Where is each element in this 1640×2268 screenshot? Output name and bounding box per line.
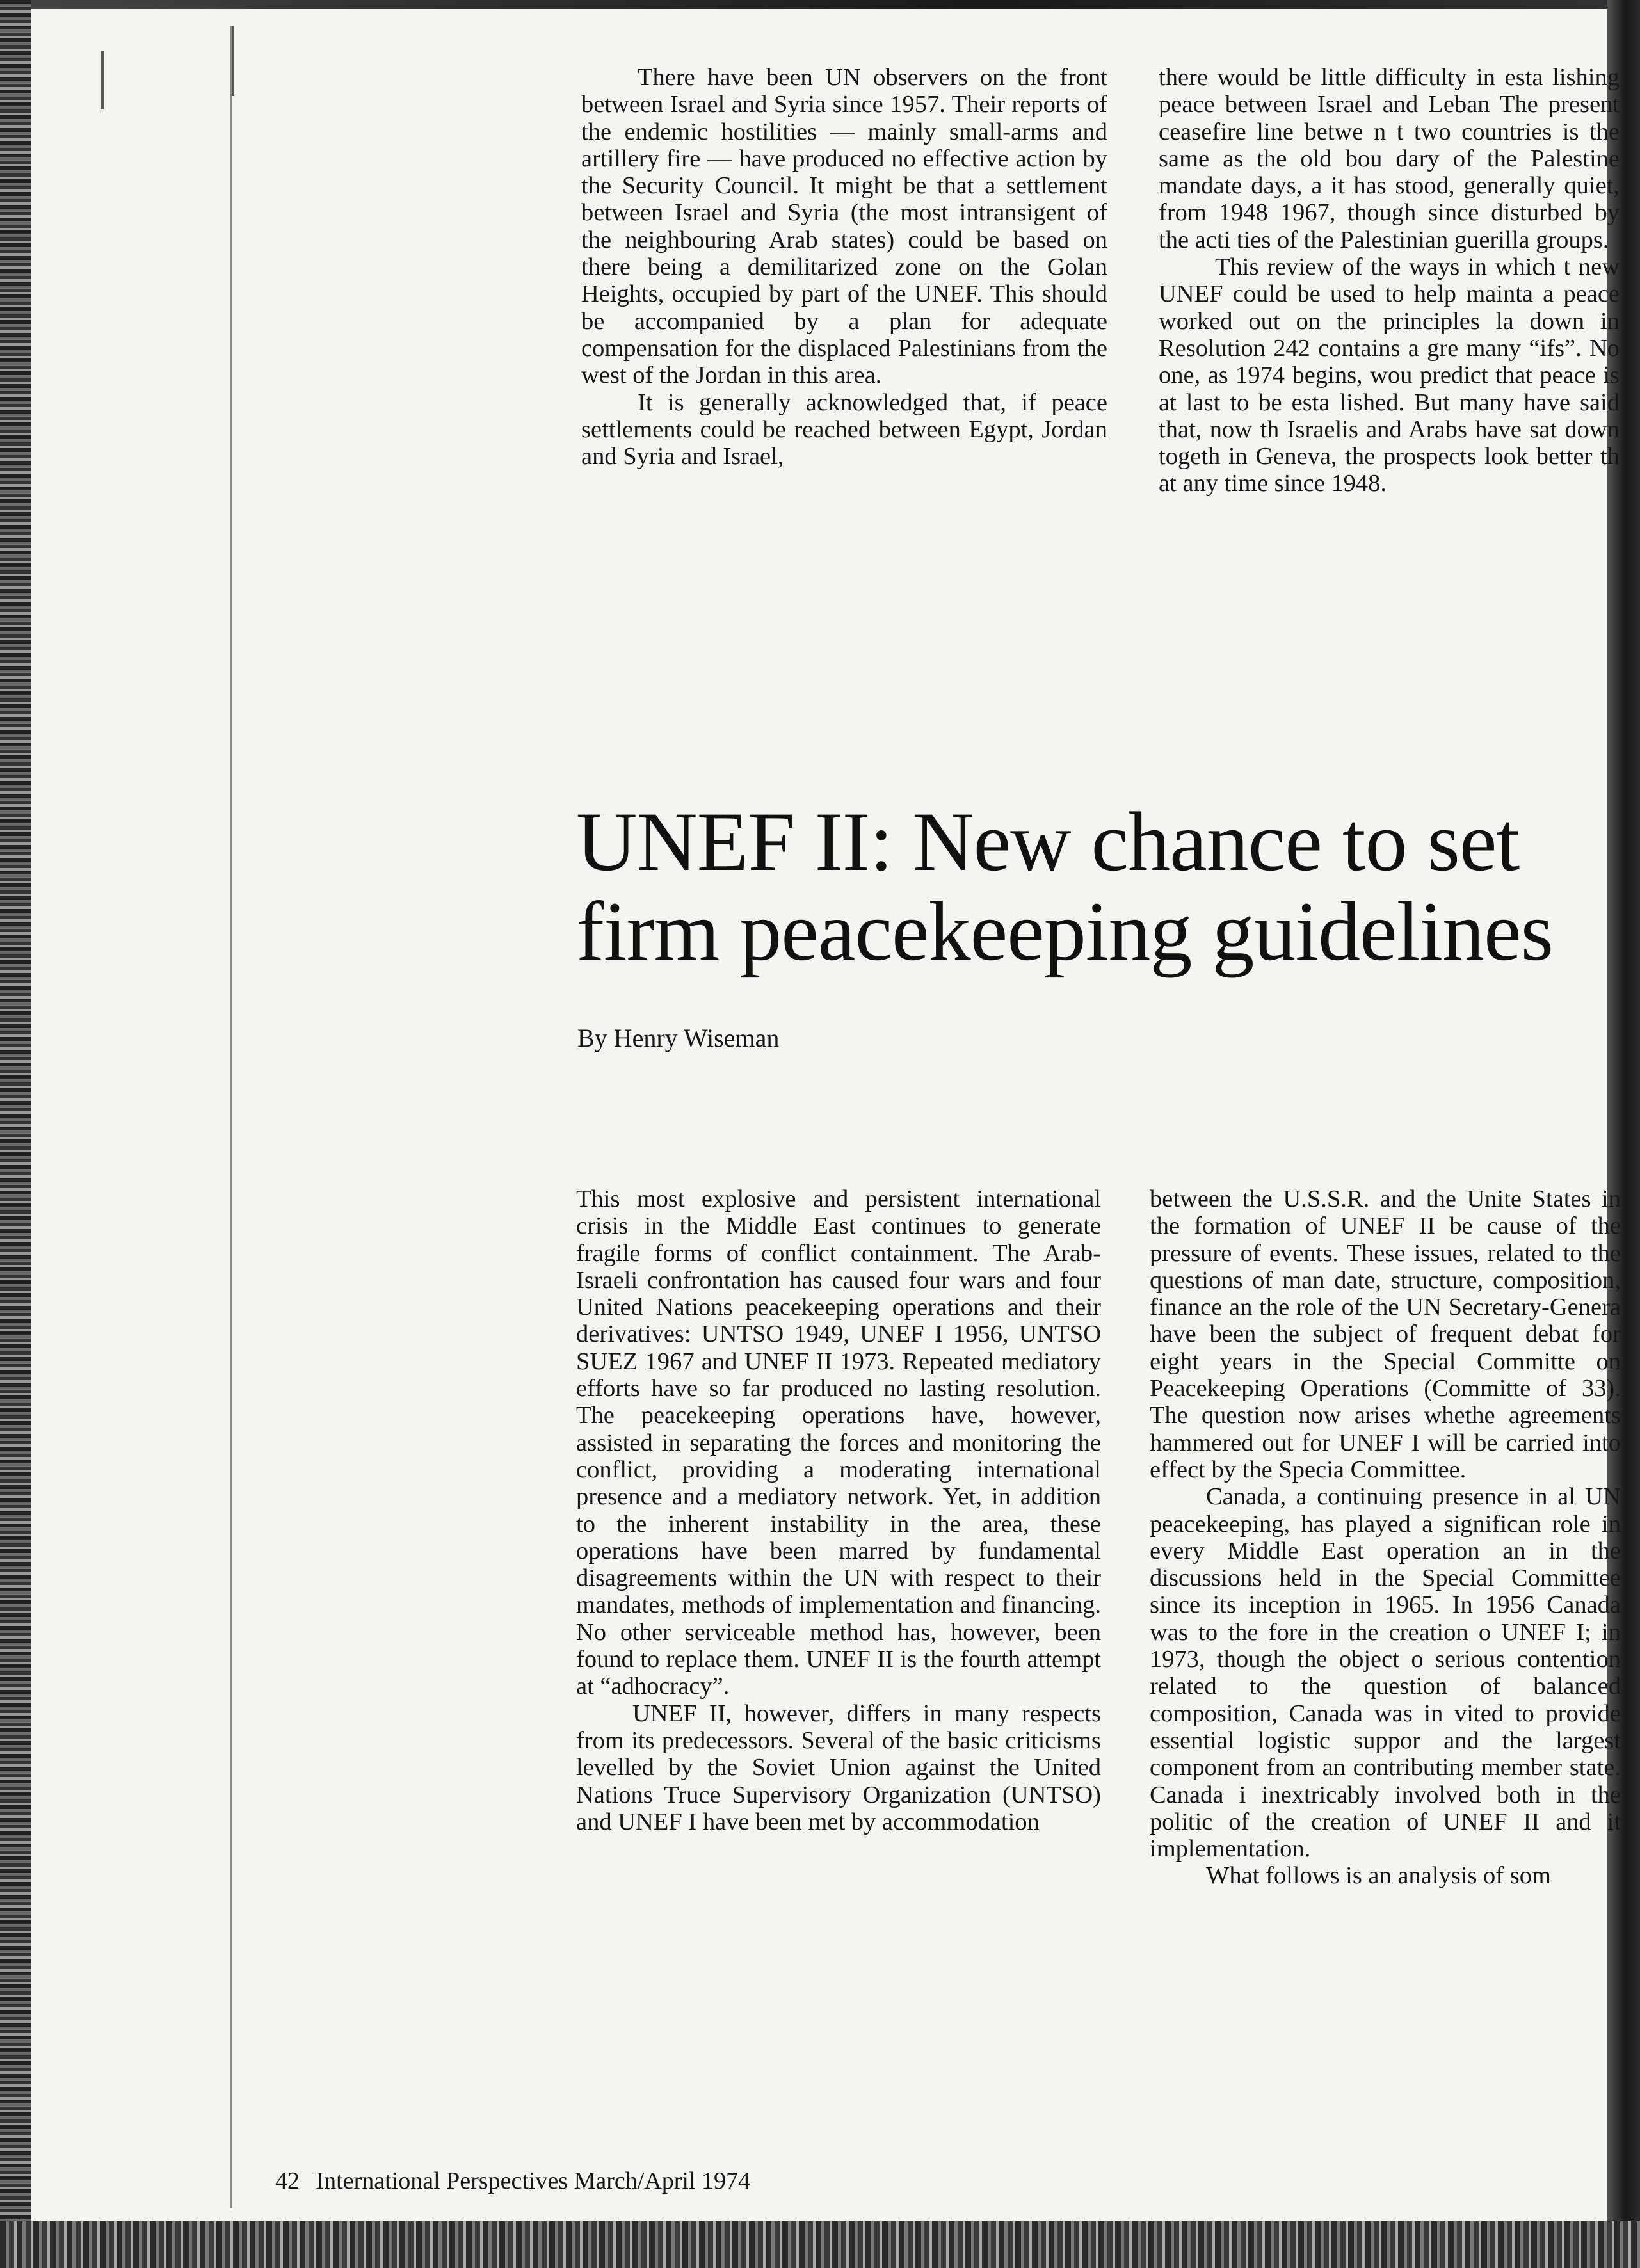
- top-left-column: [581, 64, 1107, 470]
- byline: By Henry Wiseman: [577, 1024, 780, 1052]
- binding-edge-left: [0, 0, 31, 2268]
- publication-line: International Perspectives March/April 1974: [316, 2167, 751, 2194]
- top-right-column: [1159, 64, 1620, 497]
- body-right-column: [1150, 1186, 1621, 1890]
- paragraph: It is generally acknowledged that, if peace settlements could be reached between Egypt, Jordan and Syria and Israel,: [581, 389, 1107, 470]
- body-left-column: [576, 1186, 1101, 1835]
- paragraph: UNEF II, however, differs in many respects from its predecessors. Several of the basic criticisms levelled by the Soviet Union against the United Nations Truce Supervisory Organization (UNTSO) and UNEF I have been met by accommodation: [576, 1700, 1101, 1835]
- paragraph: there would be little difficulty in esta lishing peace between Israel and Leban The present ceasefire line betwe n t two countries is the same as the old bou dary of the Palestine mandate days, a it has stood, generally quiet, from 1948 1967, though since disturbed by the acti ties of the Palestinian guerilla groups.: [1159, 64, 1620, 253]
- margin-mark: [232, 26, 234, 96]
- paragraph: between the U.S.S.R. and the Unite States in the formation of UNEF II be cause of the pressure of events. These issues, related to the questions of man date, structure, composition, finance an the role of the UN Secretary-Genera have been the subject of frequent debat for eight years in the Special Committe on Peacekeeping Operations (Committe of 33). The question now arises whethe agreements hammered out for UNEF I will be carried into effect by the Specia Committee.: [1150, 1186, 1621, 1483]
- margin-mark: [101, 51, 104, 109]
- page-footer: [275, 2167, 750, 2195]
- paragraph: What follows is an analysis of som: [1206, 1862, 1551, 1890]
- paragraph: Canada, a continuing presence in al UN peacekeeping, has played a significan role in every Middle East operation an in the discussions held in the Special Committee since its inception in 1965. In 1956 Canada was to the fore in the creation o UNEF I; in 1973, though the object o serious contention related to the question of balanced composition, Canada was in vited to provide essential logistic suppor and the largest component from an contributing member state. Canada i inextricably involved both in the politic of the creation of UNEF II and it implementation.: [1150, 1483, 1621, 1863]
- page-number: 42: [275, 2167, 300, 2194]
- paragraph: There have been UN observers on the front between Israel and Syria since 1957. Their reports of the endemic hostilities — mainly small-arms and artillery fire — have produced no effective action by the Security Council. It might be that a settlement between Israel and Syria (the most intransigent of the neighbouring Arab states) could be based on there being a demilitarized zone on the Golan Heights, occupied by part of the UNEF. This should be accompanied by a plan for adequate compensation for the displaced Palestinians from the west of the Jordan in this area.: [581, 64, 1107, 389]
- paragraph: This review of the ways in which t new UNEF could be used to help mainta a peace worked out on the principles la down in Resolution 242 contains a gre many “ifs”. No one, as 1974 begins, wou predict that peace is at last to be esta lished. But many have said that, now th Israelis and Arabs have sat down togeth in Geneva, the prospects look better th at any time since 1948.: [1159, 253, 1620, 497]
- scan-edge-top: [0, 0, 1640, 9]
- article-headline: UNEF II: New chance to set firm peacekeeping guidelines: [576, 794, 1554, 978]
- paragraph: This most explosive and persistent international crisis in the Middle East continues to generate fragile forms of conflict containment. The Arab-Israeli confrontation has caused four wars and four United Nations peacekeeping operations and their derivatives: UNTSO 1949, UNEF I 1956, UNTSO SUEZ 1967 and UNEF II 1973. Repeated mediatory efforts have so far produced no lasting resolution. The peacekeeping operations have, however, assisted in separating the forces and monitoring the conflict, providing a moderating international presence and a mediatory network. Yet, in addition to the inherent instability in the area, these operations have been marred by fundamental disagreements within the UN with respect to their mandates, methods of implementation and financing. No other serviceable method has, however, been found to replace them. UNEF II is the fourth attempt at “adhocracy”.: [576, 1186, 1101, 1700]
- page-fold-line: [230, 26, 232, 2208]
- scan-edge-bottom: [0, 2221, 1640, 2268]
